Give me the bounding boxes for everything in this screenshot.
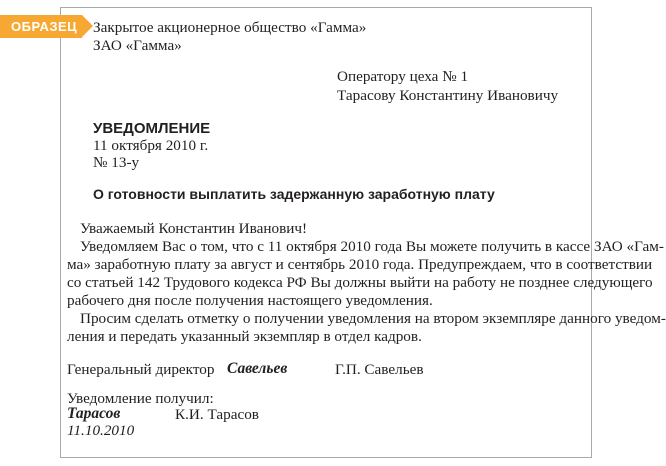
recipient-name: Тарасову Константину Ивановичу xyxy=(337,87,559,104)
sender-short-name: ЗАО «Гамма» xyxy=(93,37,182,54)
paragraph-line: Уведомляем Вас о том, что с 11 октября 2010 года Вы можете получить в кассе ЗАО «Гам- xyxy=(80,238,664,255)
paragraph-line: со статьей 142 Трудового кодекса РФ Вы должны выйти на работу не позднее следующего xyxy=(67,274,653,291)
notice-title: УВЕДОМЛЕНИЕ xyxy=(93,120,211,137)
director-handwritten-signature: Савельев xyxy=(227,360,288,377)
notice-number: № 13-у xyxy=(93,154,140,171)
recipient-position: Оператору цеха № 1 xyxy=(337,68,469,85)
paragraph-line: ления и передать указанный экземпляр в отдел кадров. xyxy=(67,328,422,345)
sample-stamp-badge: ОБРАЗЕЦ xyxy=(0,15,82,38)
body-paragraph-2 xyxy=(67,310,666,346)
employee-handwritten-signature: Тарасов xyxy=(67,405,121,422)
signature-position: Генеральный директор xyxy=(67,361,215,378)
employee-name: К.И. Тарасов xyxy=(175,406,259,423)
notice-subject: О готовности выплатить задержанную заработную плату xyxy=(93,186,495,202)
director-name: Г.П. Савельев xyxy=(335,361,424,378)
sender-full-name: Закрытое акционерное общество «Гамма» xyxy=(93,19,367,36)
paragraph-line: ма» заработную плату за август и сентябрь 2010 года. Предупреждаем, что в соответствии xyxy=(67,256,653,273)
body-paragraph-1 xyxy=(67,238,664,310)
notice-date: 11 октября 2010 г. xyxy=(93,137,209,154)
paragraph-line: рабочего дня после получения настоящего уведомления. xyxy=(67,292,433,309)
receipt-label: Уведомление получил: xyxy=(67,390,214,407)
paragraph-line: Просим сделать отметку о получении уведомления на втором экземпляре данного уведом- xyxy=(80,310,666,327)
greeting: Уважаемый Константин Иванович! xyxy=(80,220,308,237)
receipt-date: 11.10.2010 xyxy=(67,422,135,439)
